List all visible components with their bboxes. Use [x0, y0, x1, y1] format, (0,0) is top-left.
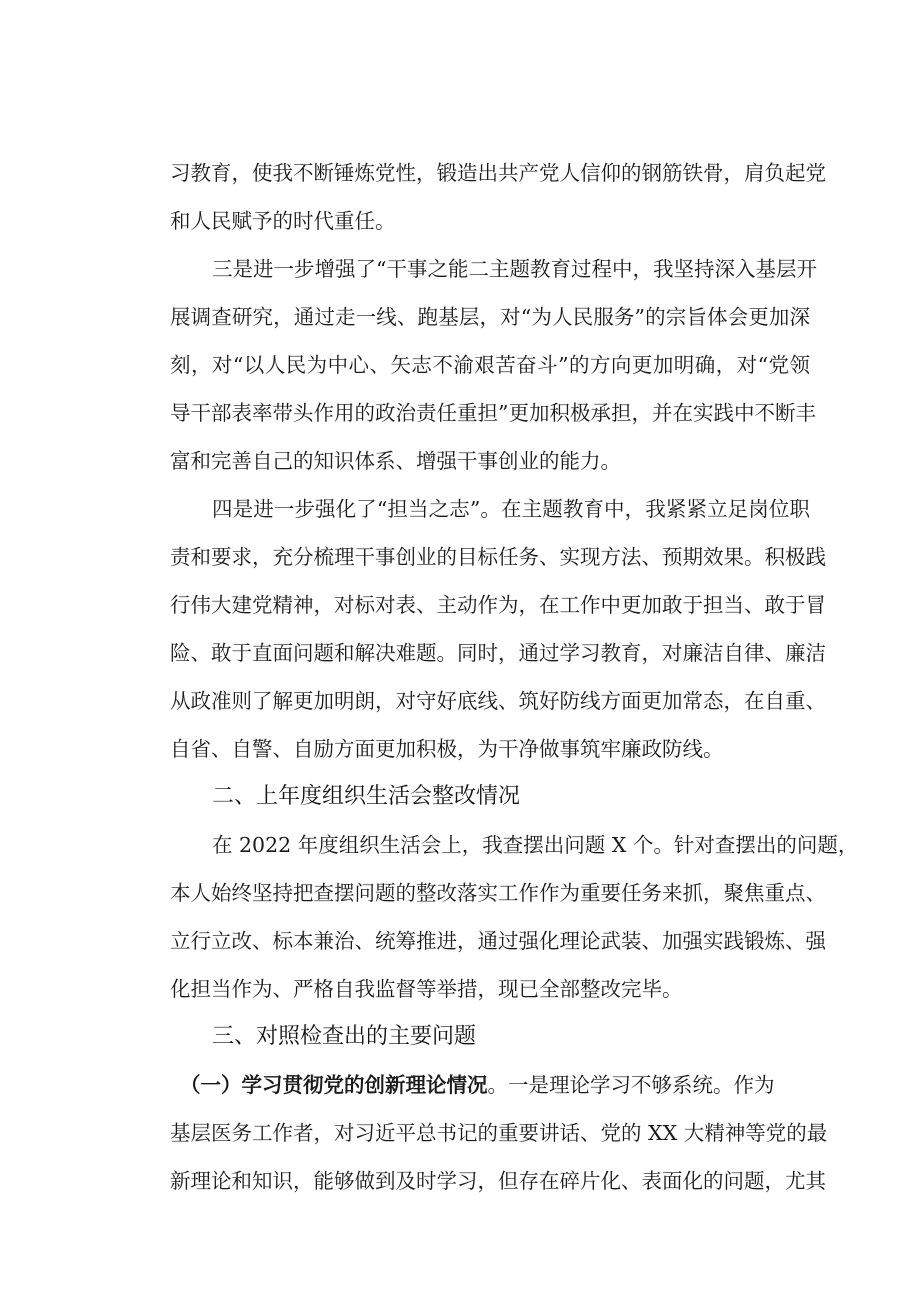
paragraph-line: 从政准则了解更加明朗，对守好底线、筑好防线方面更加常态，在自重、: [170, 689, 826, 713]
paragraph-line: 刻，对“以人民为中心、矢志不渝艰苦奋斗”的方向更加明确，对“党领: [170, 353, 810, 377]
paragraph-text: 。一是理论学习不够系统。作为: [487, 1073, 775, 1097]
paragraph-line: [180, 1070, 778, 1100]
paragraph-line: 立行立改、标本兼治、统筹推进，通过强化理论武装、加强实践锻炼、强: [170, 929, 826, 953]
paragraph-line: 和人民赋予的时代重任。: [170, 209, 396, 233]
paragraph-line: 富和完善自己的知识体系、增强干事创业的能力。: [170, 449, 621, 473]
section-heading: 三、对照检查出的主要问题: [212, 1024, 477, 1049]
paragraph-line: 行伟大建党精神，对标对表、主动作为，在工作中更加敢于担当、敢于冒: [170, 593, 826, 617]
paragraph-line: 导干部表率带头作用的政治责任重担”更加积极承担，并在实践中不断丰: [170, 401, 816, 425]
paragraph-line: 本人始终坚持把查摆问题的整改落实工作作为重要任务来抓，聚焦重点、: [170, 881, 826, 905]
paragraph-line: 化担当作为、严格自我监督等举措，现已全部整改完毕。: [170, 977, 683, 1001]
paragraph-line: 险、敢于直面问题和解决难题。同时，通过学习教育，对廉洁自律、廉洁: [170, 641, 826, 665]
section-heading: 二、上年度组织生活会整改情况: [212, 784, 521, 809]
paragraph-line: 习教育，使我不断锤炼党性，锻造出共产党人信仰的钢筋铁骨，肩负起党: [170, 161, 826, 185]
paragraph-line: 展调查研究，通过走一线、跑基层，对“为人民服务”的宗旨体会更加深: [170, 305, 810, 329]
subsection-heading: （一）学习贯彻党的创新理论情况: [180, 1073, 488, 1097]
paragraph-line: 新理论和知识，能够做到及时学习，但存在碎片化、表面化的问题，尤其: [170, 1169, 826, 1193]
paragraph-line: 在 2022 年度组织生活会上，我查摆出问题 X 个。针对查摆出的问题，: [212, 833, 859, 857]
paragraph-line: 责和要求，充分梳理干事创业的目标任务、实现方法、预期效果。积极践: [170, 545, 826, 569]
paragraph-line: 三是进一步增强了“干事之能二主题教育过程中，我坚持深入基层开: [212, 257, 817, 281]
paragraph-line: 基层医务工作者，对习近平总书记的重要讲话、党的 XX 大精神等党的最: [170, 1121, 828, 1145]
paragraph-line: 自省、自警、自励方面更加积极，为干净做事筑牢廉政防线。: [170, 737, 724, 761]
paragraph-line: 四是进一步强化了“担当之志”。在主题教育中，我紧紧立足岗位职: [212, 497, 810, 521]
